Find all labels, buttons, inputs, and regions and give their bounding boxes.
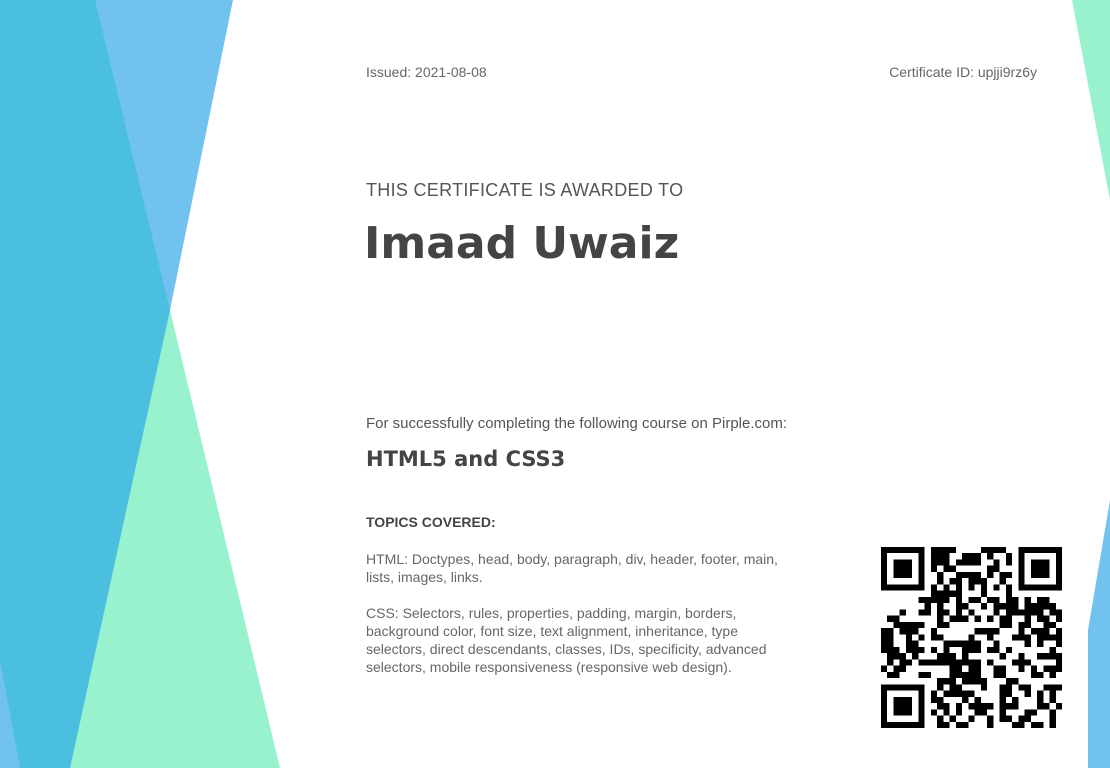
completion-text: For successfully completing the following course on Pirple.com: [366,415,788,432]
topic-css: CSS: Selectors, rules, properties, padding, margin, borders, background color, font size, text alignment, inheritance, type selectors, direct descendants, classes, IDs, specificity, advanced selectors, mobile responsiveness (responsive web design). [366,605,767,675]
topics-heading: TOPICS COVERED: [366,514,496,530]
certificate-id: Certificate ID: upjji9rz6y [889,64,1037,80]
issued-date: Issued: 2021-08-08 [366,64,487,80]
right-mint-triangle [1072,0,1110,200]
qr-code-icon [881,547,1062,728]
course-title: HTML5 and CSS3 [366,447,566,471]
recipient-name: Imaad Uwaiz [364,218,680,269]
awarded-to-label: THIS CERTIFICATE IS AWARDED TO [366,180,684,200]
topic-html: HTML: Doctypes, head, body, paragraph, div, header, footer, main, lists, images, links. [366,551,778,585]
